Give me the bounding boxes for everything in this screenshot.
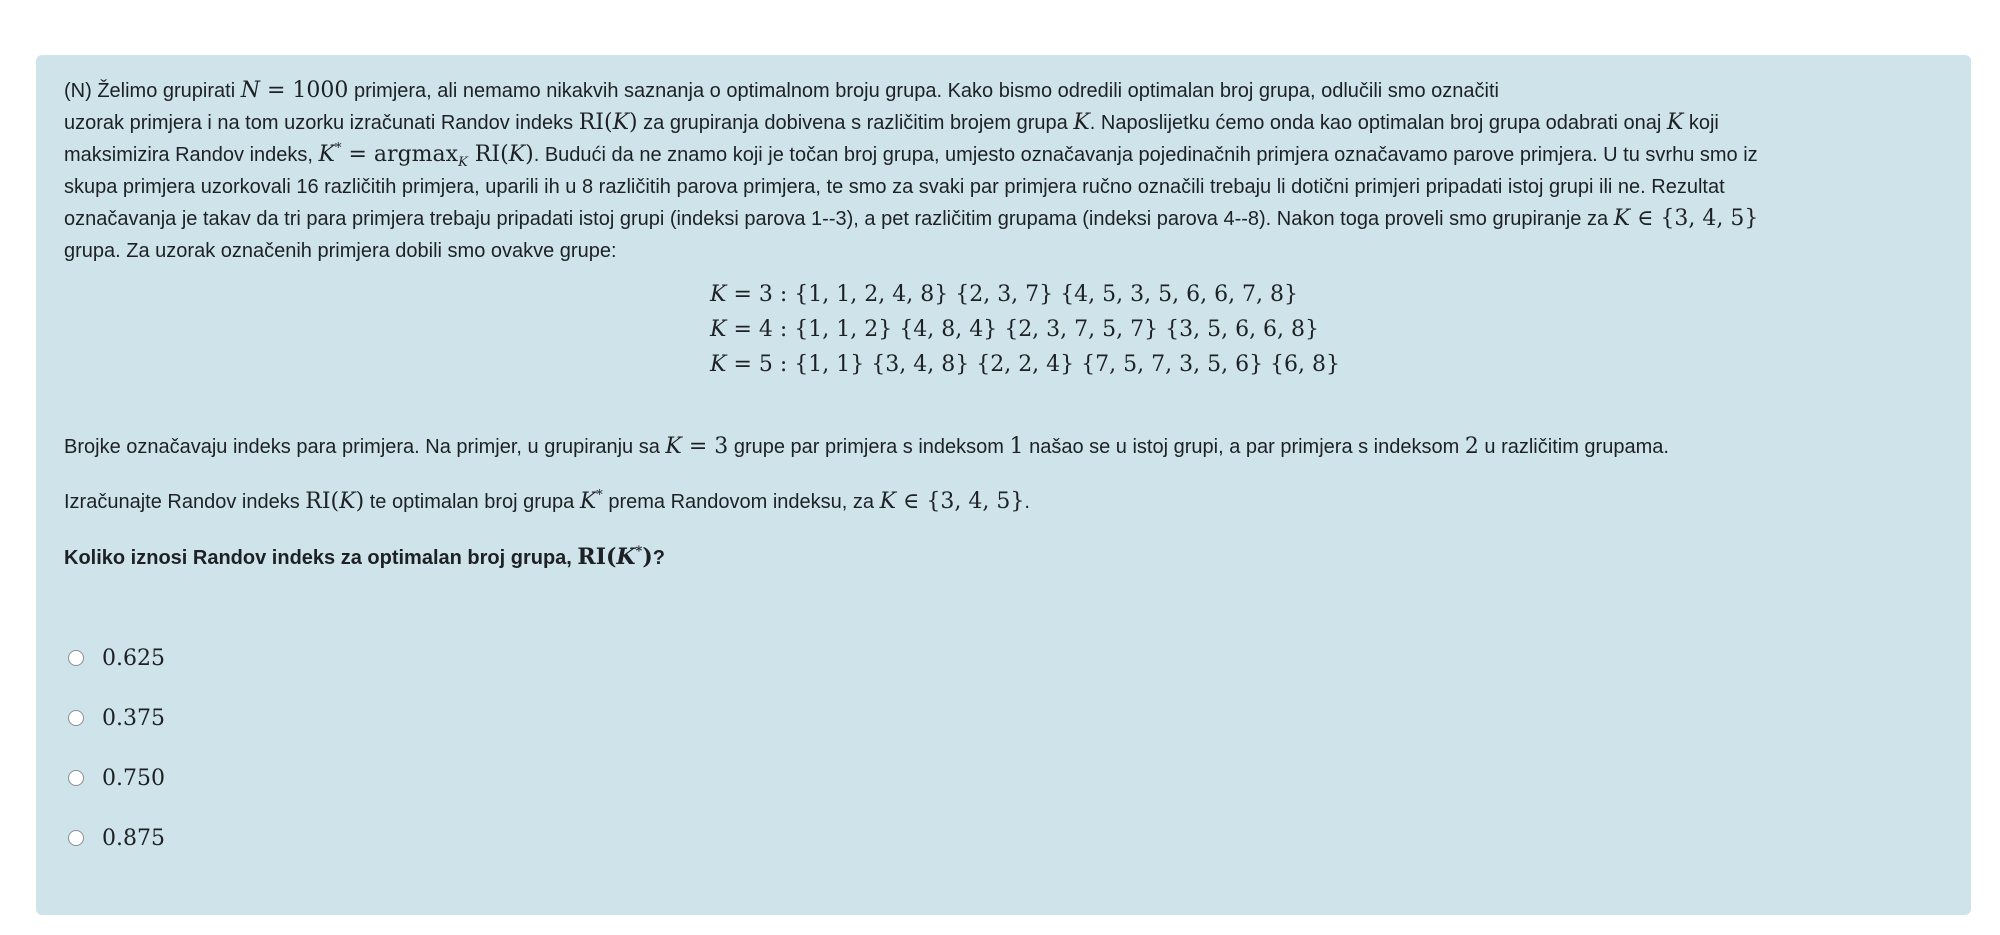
prompt-text: Koliko iznosi Randov indeks za optimalan broj grupa,: [64, 547, 578, 569]
question-text: primjera, ali nemamo nikakvih saznanja o optimalnom broju grupa. Kako bismo odredili optimalan broj grupa, odlučili smo označiti: [348, 80, 1499, 102]
instruction-text: prema Randovom indeksu, za: [602, 491, 880, 513]
index-explanation: [64, 434, 1943, 459]
explanation-text: Brojke označavaju indeks para primjera. Na primjer, u grupiranju sa: [64, 436, 666, 458]
question-text: označavanja je takav da tri para primjera trebaju pripadati istoj grupi (indeksi parova 1--3), a pet različitim grupama (indeksi parova 4--8). Nakon toga proveli smo grupiranje za: [64, 208, 1614, 230]
question-math: K ∈ {3, 4, 5}: [1613, 206, 1759, 231]
grouping-row: [710, 277, 1943, 312]
answer-option[interactable]: [68, 628, 1943, 688]
radio-button[interactable]: [68, 650, 84, 666]
instruction-math: K ∈ {3, 4, 5}: [879, 489, 1025, 514]
answer-option[interactable]: [68, 748, 1943, 808]
answer-option[interactable]: [68, 688, 1943, 748]
question-text: za grupiranja dobivena s različitim brojem grupa: [637, 112, 1074, 134]
question-math: RI(K): [578, 110, 638, 135]
answer-label[interactable]: 0.625: [102, 645, 165, 671]
question-math: K: [1666, 110, 1684, 135]
question-prompt: [64, 544, 1943, 570]
question-line: [64, 235, 1943, 267]
answer-option[interactable]: [68, 808, 1943, 868]
question-math: K: [1073, 110, 1090, 135]
grouping-label: K = 5 :: [710, 352, 788, 377]
radio-button[interactable]: [68, 710, 84, 726]
grouping-label: K = 3 :: [710, 282, 788, 307]
question-line: [64, 75, 1943, 107]
instruction-text: te optimalan broj grupa: [364, 491, 580, 513]
explanation-math: 1: [1009, 434, 1024, 459]
answer-label[interactable]: 0.875: [102, 825, 165, 851]
instruction-math: K*: [579, 488, 603, 514]
question-text: . Budući da ne znamo koji je točan broj grupa, umjesto označavanja pojedinačnih primjera označavamo parove primjera. U tu svrhu smo iz: [533, 144, 1758, 166]
question-text: maksimizira Randov indeks,: [64, 144, 319, 166]
grouping-row: [710, 312, 1943, 347]
grouping-row: [710, 347, 1943, 382]
grouping-clusters: {1, 1, 2} {4, 8, 4} {2, 3, 7, 5, 7} {3, 5, 6, 6, 8}: [787, 317, 1320, 342]
question-text: skupa primjera uzorkovali 16 različitih primjera, uparili ih u 8 različitih parova primjera, te smo za svaki par primjera ručno označili trebaju li dotični primjeri pripadati istoj grupi ili ne. Rezultat: [64, 176, 1725, 198]
radio-button[interactable]: [68, 830, 84, 846]
answer-options: [68, 628, 1943, 868]
question-card: [36, 55, 1971, 915]
prompt-math: RI(K*): [577, 544, 653, 570]
question-line: [64, 171, 1943, 203]
explanation-math: 2: [1464, 434, 1479, 459]
question-line: [64, 107, 1943, 139]
explanation-text: grupe par primjera s indeksom: [728, 436, 1010, 458]
grouping-clusters: {1, 1} {3, 4, 8} {2, 2, 4} {7, 5, 7, 3, 5, 6} {6, 8}: [787, 352, 1341, 377]
radio-button[interactable]: [68, 770, 84, 786]
question-math: N = 1000: [240, 78, 349, 103]
question-text: . Naposlijetku ćemo onda kao optimalan broj grupa odabrati onaj: [1089, 112, 1667, 134]
question-math: K* = argmax$_K$ RI(K): [318, 141, 534, 170]
question-text: grupa. Za uzorak označenih primjera dobili smo ovakve grupe:: [64, 240, 617, 262]
question-text: [64, 75, 1943, 267]
explanation-math: K = 3: [665, 434, 729, 459]
question-line: [64, 203, 1943, 235]
instruction-math: RI(K): [305, 489, 365, 514]
answer-label[interactable]: 0.750: [102, 765, 165, 791]
question-text: uzorak primjera i na tom uzorku izračunati Randov indeks: [64, 112, 579, 134]
instruction-text: Izračunajte Randov indeks: [64, 491, 306, 513]
task-instruction: [64, 489, 1943, 514]
explanation-text: našao se u istoj grupi, a par primjera s indeksom: [1023, 436, 1465, 458]
answer-label[interactable]: 0.375: [102, 705, 165, 731]
instruction-text: .: [1024, 491, 1030, 513]
question-text: (N) Želimo grupirati: [64, 80, 241, 102]
grouping-label: K = 4 :: [710, 317, 788, 342]
question-line: [64, 139, 1943, 171]
explanation-text: u različitim grupama.: [1478, 436, 1669, 458]
question-text: koji: [1683, 112, 1719, 134]
grouping-results: [710, 277, 1943, 382]
grouping-clusters: {1, 1, 2, 4, 8} {2, 3, 7} {4, 5, 3, 5, 6, 6, 7, 8}: [787, 282, 1299, 307]
prompt-text: ?: [652, 547, 665, 569]
